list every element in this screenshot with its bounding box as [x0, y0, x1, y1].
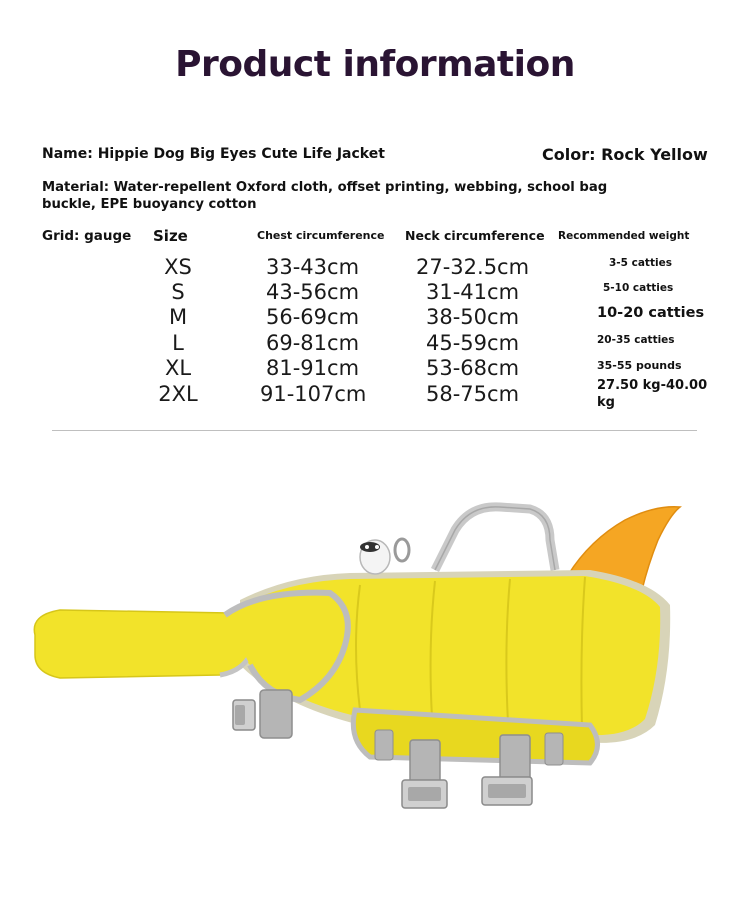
weight-cell: 35-55 pounds [597, 359, 682, 372]
grid-label: Grid: gauge [42, 228, 132, 244]
neck-column-header: Neck circumference [405, 228, 545, 243]
life-jacket-product-image [30, 495, 690, 825]
chest-cell: 43-56cm [266, 280, 360, 304]
size-cell: 2XL [158, 382, 198, 406]
page-title: Product information [175, 44, 575, 85]
chest-cell: 56-69cm [266, 305, 360, 329]
section-divider [52, 430, 697, 431]
neck-cell: 38-50cm [426, 305, 520, 329]
weight-cell: 3-5 catties [609, 257, 672, 269]
size-cell: S [171, 280, 185, 304]
chest-cell: 33-43cm [266, 255, 360, 279]
size-cell: L [172, 331, 184, 355]
weight-cell: 20-35 catties [597, 334, 675, 346]
neck-cell: 58-75cm [426, 382, 520, 406]
size-cell: XL [164, 356, 192, 380]
weight-cell: 10-20 catties [597, 305, 705, 321]
front-flap [34, 610, 255, 678]
product-material: Material: Water-repellent Oxford cloth, offset printing, webbing, school bag buckle, EPE buoyancy cotton [42, 180, 608, 212]
size-cell: M [168, 305, 188, 329]
neck-cell: 45-59cm [426, 331, 520, 355]
weight-cell: 27.50 kg-40.00 kg [597, 378, 708, 410]
size-cell: XS [164, 255, 192, 279]
chest-cell: 81-91cm [266, 356, 360, 380]
d-ring [395, 539, 409, 561]
chest-column-header: Chest circumference [257, 229, 385, 242]
carry-handle [435, 507, 555, 570]
neck-cell: 31-41cm [426, 280, 520, 304]
side-strap [260, 690, 292, 738]
product-color: Color: Rock Yellow [542, 145, 708, 164]
weight-column-header: Recommended weight [558, 230, 690, 242]
chest-cell: 91-107cm [260, 382, 367, 406]
size-column-header: Size [153, 227, 188, 245]
neck-cell: 27-32.5cm [416, 255, 530, 279]
neck-cell: 53-68cm [426, 356, 520, 380]
product-name: Name: Hippie Dog Big Eyes Cute Life Jacket [42, 146, 385, 162]
chest-cell: 69-81cm [266, 331, 360, 355]
weight-cell: 5-10 catties [603, 282, 674, 294]
